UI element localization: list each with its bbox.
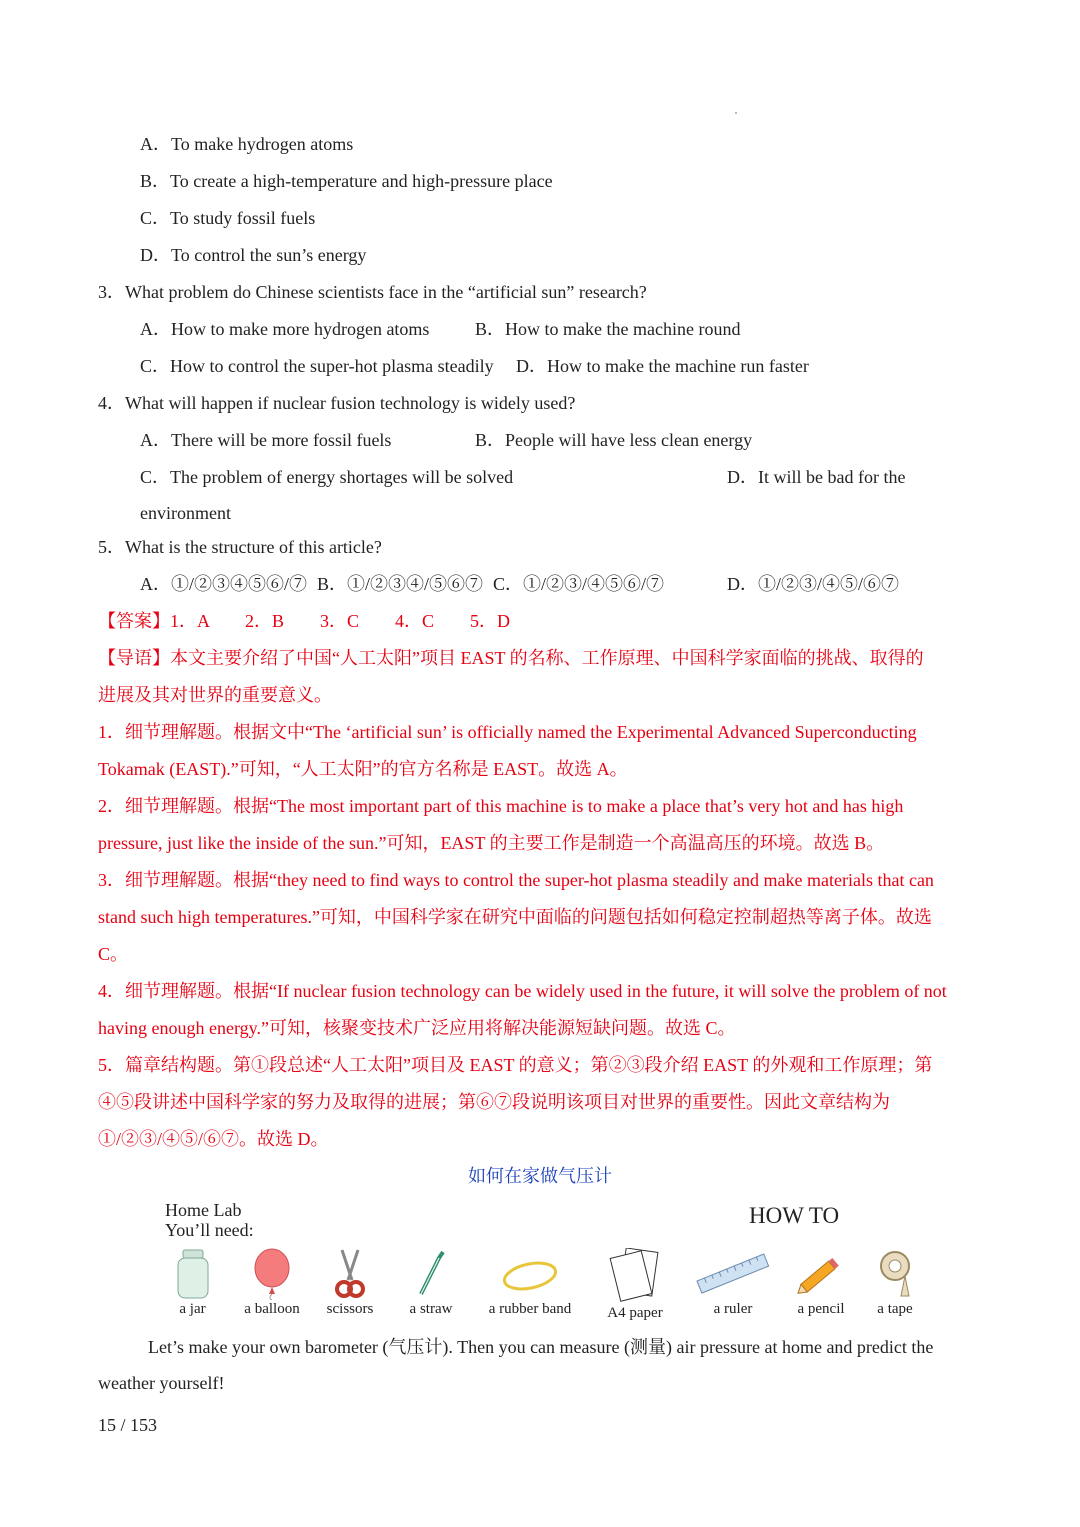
q3-option-c: C．How to control the super-hot plasma steadily [140, 356, 494, 376]
pencil-icon [795, 1248, 847, 1300]
item-rubber-band [480, 1248, 580, 1318]
intro-line-1: Let’s make your own barometer (气压计). Then you can measure (测量) air pressure at home and predict the [148, 1337, 934, 1357]
q5-stem: 5．What is the structure of this article? [98, 537, 382, 557]
section-title: 如何在家做气压计 [468, 1166, 612, 1186]
tape-icon [875, 1248, 915, 1300]
explanation-line: 4．细节理解题。根据“If nuclear fusion technology can be widely used in the future, it will solve the problem of not [98, 981, 947, 1001]
q2-option-c: C．To study fossil fuels [140, 208, 316, 228]
q4-option-d: D．It will be bad for the [727, 467, 906, 487]
q5-option-a: A．①/②③④⑤⑥/⑦ [140, 574, 308, 594]
item-straw [403, 1248, 459, 1318]
item-tape [870, 1248, 920, 1318]
rubber-band-icon [500, 1248, 560, 1300]
item-balloon [236, 1248, 308, 1318]
item-label: a straw [409, 1301, 453, 1317]
q5-option-b: B．①/②③④/⑤⑥⑦ [317, 574, 484, 594]
materials-illustration [160, 1200, 990, 1325]
q5-option-c: C．①/②③/④⑤⑥/⑦ [493, 574, 665, 594]
stray-dot [735, 112, 737, 114]
scissors-icon [330, 1248, 370, 1300]
q4-option-c: C．The problem of energy shortages will be solved [140, 467, 514, 487]
q2-option-b: B．To create a high-temperature and high-pressure place [140, 171, 553, 191]
home-lab-subtitle: You’ll need: [165, 1220, 254, 1240]
home-lab-title: Home Lab [165, 1200, 242, 1220]
q3-option-a: A．How to make more hydrogen atoms [140, 319, 430, 339]
explanation-line: having enough energy.”可知，核聚变技术广泛应用将解决能源短缺问题。故选 C。 [98, 1018, 736, 1038]
explanation-line: Tokamak (EAST).”可知，“人工太阳”的官方名称是 EAST。故选 A。 [98, 759, 628, 779]
item-label: scissors [326, 1301, 374, 1317]
q3-option-b: B．How to make the machine round [475, 319, 741, 339]
explanation-line: pressure, just like the inside of the sun.”可知，EAST 的主要工作是制造一个高温高压的环境。故选 B。 [98, 833, 885, 853]
answer-key: 【答案】1．A 2．B 3．C 4．C 5．D [98, 611, 511, 631]
item-a4-paper [600, 1248, 670, 1322]
q4-stem: 4．What will happen if nuclear fusion technology is widely used? [98, 393, 576, 413]
guide-line-1: 【导语】本文主要介绍了中国“人工太阳”项目 EAST 的名称、工作原理、中国科学家面临的挑战、取得的 [98, 648, 924, 668]
item-label: a pencil [797, 1301, 845, 1317]
page-number: 15 / 153 [98, 1415, 158, 1435]
item-scissors [320, 1248, 380, 1318]
explanation-line: C。 [98, 944, 129, 964]
item-jar [170, 1248, 215, 1318]
q3-stem: 3．What problem do Chinese scientists face in the “artificial sun” research? [98, 282, 647, 302]
explanation-line: 2．细节理解题。根据“The most important part of this machine is to make a place that’s very hot and has high [98, 796, 904, 816]
guide-line-2: 进展及其对世界的重要意义。 [98, 685, 332, 705]
q3-option-d: D．How to make the machine run faster [516, 356, 809, 376]
how-to-heading: HOW TO [749, 1203, 840, 1228]
item-label: A4 paper [607, 1305, 663, 1321]
q4-option-d-continued: environment [140, 503, 231, 523]
q5-option-d: D．①/②③/④⑤/⑥⑦ [727, 574, 900, 594]
explanation-line: ①/②③/④⑤/⑥⑦。故选 D。 [98, 1129, 329, 1149]
item-label: a ruler [713, 1301, 753, 1317]
ruler-icon [695, 1248, 771, 1300]
paper-icon [609, 1248, 661, 1304]
item-label: a rubber band [488, 1301, 572, 1317]
q2-option-d: D．To control the sun’s energy [140, 245, 367, 265]
explanation-line: ④⑤段讲述中国科学家的努力及取得的进展；第⑥⑦段说明该项目对世界的重要性。因此文章结构为 [98, 1092, 890, 1112]
q2-option-a: A．To make hydrogen atoms [140, 134, 354, 154]
straw-icon [411, 1248, 451, 1300]
item-label: a tape [877, 1301, 913, 1317]
intro-line-2: weather yourself! [98, 1373, 225, 1393]
balloon-icon [250, 1248, 294, 1300]
explanation-line: 1．细节理解题。根据文中“The ‘artificial sun’ is officially named the Experimental Advanced Superconducting [98, 722, 917, 742]
jar-icon [173, 1248, 213, 1300]
explanation-line: stand such high temperatures.”可知，中国科学家在研究中面临的问题包括如何稳定控制超热等离子体。故选 [98, 907, 932, 927]
item-ruler [693, 1248, 773, 1318]
item-pencil [790, 1248, 852, 1318]
q4-option-a: A．There will be more fossil fuels [140, 430, 392, 450]
item-label: a balloon [244, 1301, 300, 1317]
q4-option-b: B．People will have less clean energy [475, 430, 753, 450]
item-label: a jar [179, 1301, 206, 1317]
explanation-line: 3．细节理解题。根据“they need to find ways to control the super-hot plasma steadily and make materials that can [98, 870, 934, 890]
explanation-line: 5．篇章结构题。第①段总述“人工太阳”项目及 EAST 的意义；第②③段介绍 EAST 的外观和工作原理；第 [98, 1055, 933, 1075]
